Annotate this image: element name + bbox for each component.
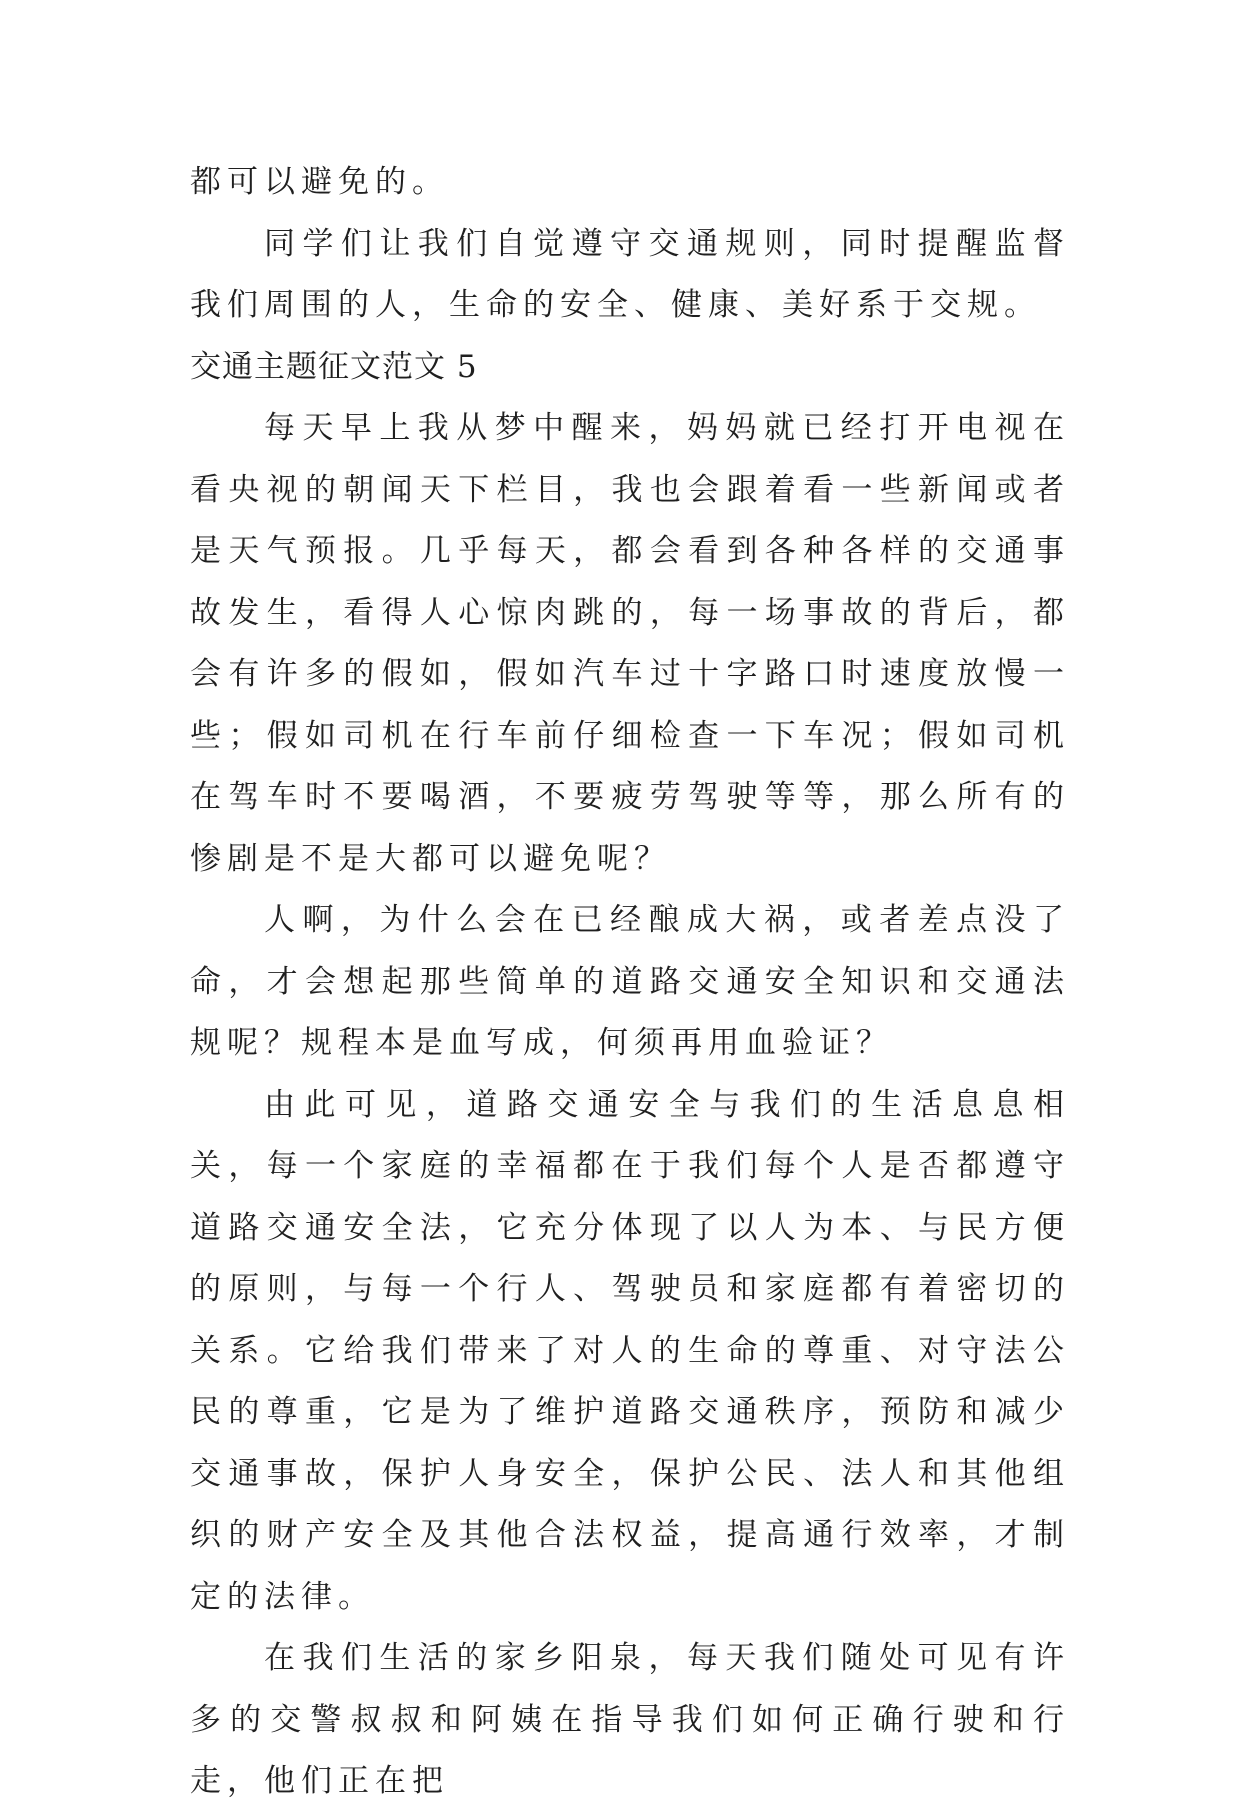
paragraph-traffic-rules: 同学们让我们自觉遵守交通规则，同时提醒监督我们周围的人，生命的安全、健康、美好系于交规。 (190, 225, 1070, 323)
document-body (190, 152, 1070, 1813)
paragraph-hometown: 在我们生活的家乡阳泉，每天我们随处可见有许多的交警叔叔和阿姨在指导我们如何正确行驶和行走，他们正在把 (190, 1640, 1070, 1799)
paragraph-traffic-law: 由此可见，道路交通安全与我们的生活息息相关，每一个家庭的幸福都在于我们每个人是否都遵守道路交通安全法，它充分体现了以人为本、与民方便的原则，与每一个行人、驾驶员和家庭都有着密切的关系。它给我们带来了对人的生命的尊重、对守法公民的尊重，它是为了维护道路交通秩序，预防和减少交通事故，保护人身安全，保护公民、法人和其他组织的财产安全及其他合法权益，提高通行效率，才制定的法律。 (190, 1086, 1070, 1615)
paragraph-continuation: 都可以避免的。 (190, 164, 449, 200)
paragraph-lessons: 人啊，为什么会在已经酿成大祸，或者差点没了命，才会想起那些简单的道路交通安全知识和交通法规呢？规程本是血写成，何须再用血验证？ (190, 902, 1070, 1061)
section-heading: 交通主题征文范文 5 (190, 348, 478, 385)
paragraph-morning-news: 每天早上我从梦中醒来，妈妈就已经打开电视在看央视的朝闻天下栏目，我也会跟着看一些新闻或者是天气预报。几乎每天，都会看到各种各样的交通事故发生，看得人心惊肉跳的，每一场事故的背后，都会有许多的假如，假如汽车过十字路口时速度放慢一些；假如司机在行车前仔细检查一下车况；假如司机在驾车时不要喝酒，不要疲劳驾驶等等，那么所有的惨剧是不是大都可以避免呢？ (190, 410, 1070, 877)
